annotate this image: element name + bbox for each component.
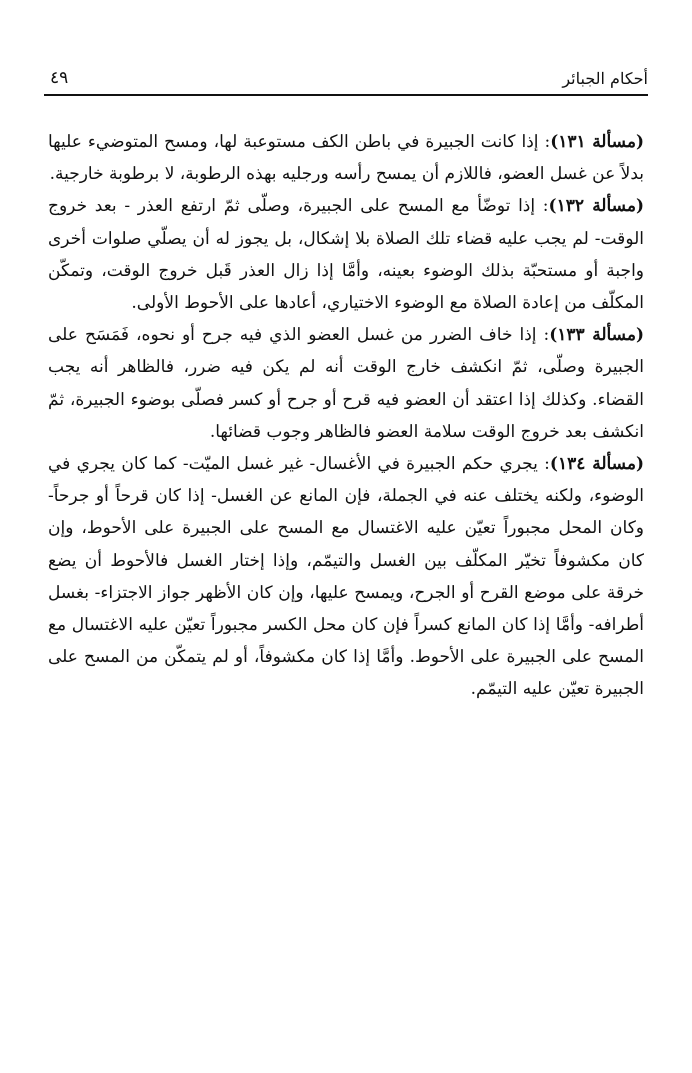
issue-133-text: : إذا خاف الضرر من غسل العضو الذي فيه جرح أو نحوه، فَمَسَح على الجبيرة وصلّى، ثمّ انكشف خارج الوقت أنه لم يكن فيه ضرر، فالظاهر أنه يجب القضاء. وكذلك إذا اعتقد أن العضو فيه قرح أو جرح أو كسر فصلّى بوضوء الجبيرة، ثمّ انكشف بعد خروج الوقت سلامة العضو فالظاهر وجوب قضائها. xyxy=(48,325,644,442)
page-number: ٤٩ xyxy=(50,68,69,88)
issue-133-label: (مسألة ١٣٣) xyxy=(549,325,644,346)
issue-132-text: : إذا توضّأ مع المسح على الجبيرة، وصلّى ثمّ ارتفع العذر - بعد خروج الوقت- لم يجب عليه قضاء تلك الصلاة بلا إشكال، بل يجوز له أن يصلّي صلوات أخرى واجبة أو مستحبّة بذلك الوضوء بعينه، وأمَّا إذا زال العذر قَبل خروج الوقت، وتمكّن المكلّف من إعادة الصلاة مع الوضوء الاختياري، أعادها على الأحوط الأولى. xyxy=(48,196,644,314)
issue-134-paragraph xyxy=(48,448,644,706)
issue-134-label: (مسألة ١٣٤) xyxy=(549,454,644,475)
issue-131-paragraph xyxy=(48,126,644,190)
page-header xyxy=(44,60,648,96)
page-body xyxy=(48,126,644,706)
issue-131-text: : إذا كانت الجبيرة في باطن الكف مستوعبة لها، ومسح المتوضيء عليها بدلاً عن غسل العضو، فاللازم أن يمسح رأسه ورجليه بهذه الرطوبة، لا برطوبة خارجية. xyxy=(48,132,644,185)
issue-131-label: (مسألة ١٣١) xyxy=(550,132,644,152)
issue-132-label: (مسألة ١٣٢) xyxy=(548,196,644,217)
issue-132-paragraph xyxy=(48,190,644,319)
issue-133-paragraph xyxy=(48,319,644,448)
running-title: أحكام الجبائر xyxy=(562,69,648,88)
issue-134-text: : يجري حكم الجبيرة في الأغسال- غير غسل الميّت- كما كان يجري في الوضوء، ولكنه يختلف عنه في الجملة، فإن المانع عن الغسل- إذا كان قرحاً أو جرحاً- وكان المحل مجبوراً تعيّن عليه الاغتسال مع المسح على الجبيرة على الأحوط، وإن كان مكشوفاً تخيّر المكلّف بين الغسل والتيمّم، وإذا إختار الغسل فالأحوط أن يضع خرقة على موضع القرح أو الجرح، ويمسح عليها، وإن كان الأظهر جواز الاجتزاء- بغسل أطرافه- وأمَّا إذا كان المانع كسراً فإن كان محل الكسر مجبوراً تعيّن عليه الاغتسال مع المسح على الجبيرة على الأحوط. وأمَّا إذا كان مكشوفاً، أو لم يتمكّن من المسح على الجبيرة تعيّن عليه التيمّم. xyxy=(48,454,644,700)
